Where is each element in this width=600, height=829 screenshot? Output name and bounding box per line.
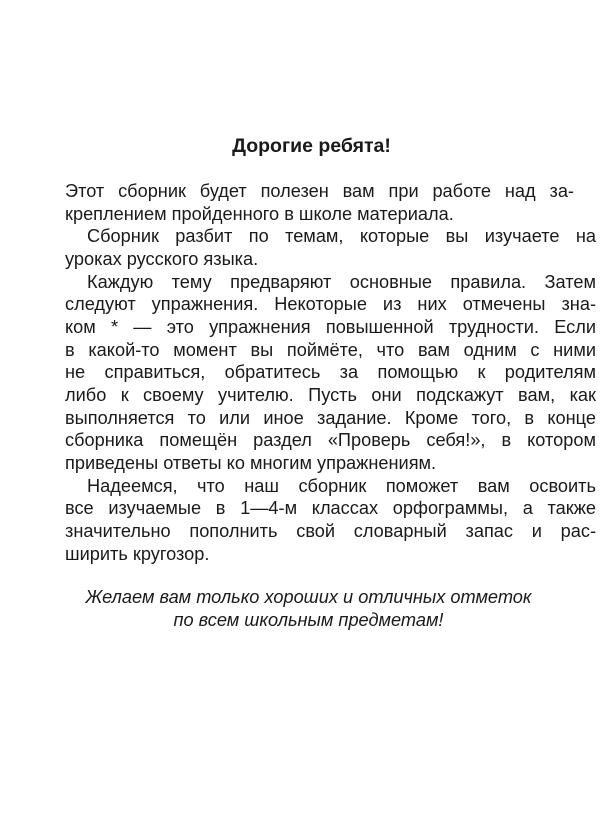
text-line: Желаем вам только хороших и отличных отметок	[85, 587, 532, 608]
text-line: Этот сборник будет полезен вам при работе над за-	[65, 181, 574, 201]
paragraph-intro	[43, 180, 574, 225]
text-line: Каждую тему предваряют основные правила. Затем	[87, 271, 596, 292]
text-line: приведены ответы ко многим упражнениям.	[65, 452, 437, 473]
text-line: выполняется то или иное задание. Кроме того, в конце	[65, 407, 596, 428]
text-line: либо к своему учителю. Пусть они подскажут вам, как	[65, 384, 596, 405]
text-line: все изучаемые в 1—4-м классах орфограммы, а также	[65, 498, 596, 519]
text-line: ширить кругозор.	[65, 543, 210, 564]
text-line: сборника помещён раздел «Проверь себя!», в котором	[65, 430, 596, 451]
text-line: не справиться, обратитесь за помощью к родителям	[65, 362, 596, 383]
text-line: уроках русского языка.	[65, 248, 259, 269]
body-text	[43, 180, 596, 565]
text-line: следуют упражнения. Некоторые из них отмечены зна-	[65, 294, 596, 315]
text-line: креплением пройденного в школе материала.	[65, 203, 454, 224]
page-title: Дорогие ребята!	[232, 135, 391, 157]
text-line: ком * — это упражнения повышенной трудности. Если	[65, 316, 596, 337]
text-line: Сборник разбит по темам, которые вы изучаете на	[87, 226, 596, 247]
paragraph-hope	[43, 475, 596, 566]
document-page	[43, 133, 596, 631]
closing-wish	[43, 586, 574, 631]
text-line: Надеемся, что наш сборник поможет вам освоить	[87, 475, 596, 496]
paragraph-rules	[43, 271, 596, 475]
text-line: значительно пополнить свой словарный запас и рас-	[65, 520, 596, 541]
paragraph-topics	[43, 225, 596, 270]
text-line: по всем школьным предметам!	[173, 609, 444, 630]
text-line: в какой-то момент вы поймёте, что вам одним с ними	[65, 339, 596, 360]
